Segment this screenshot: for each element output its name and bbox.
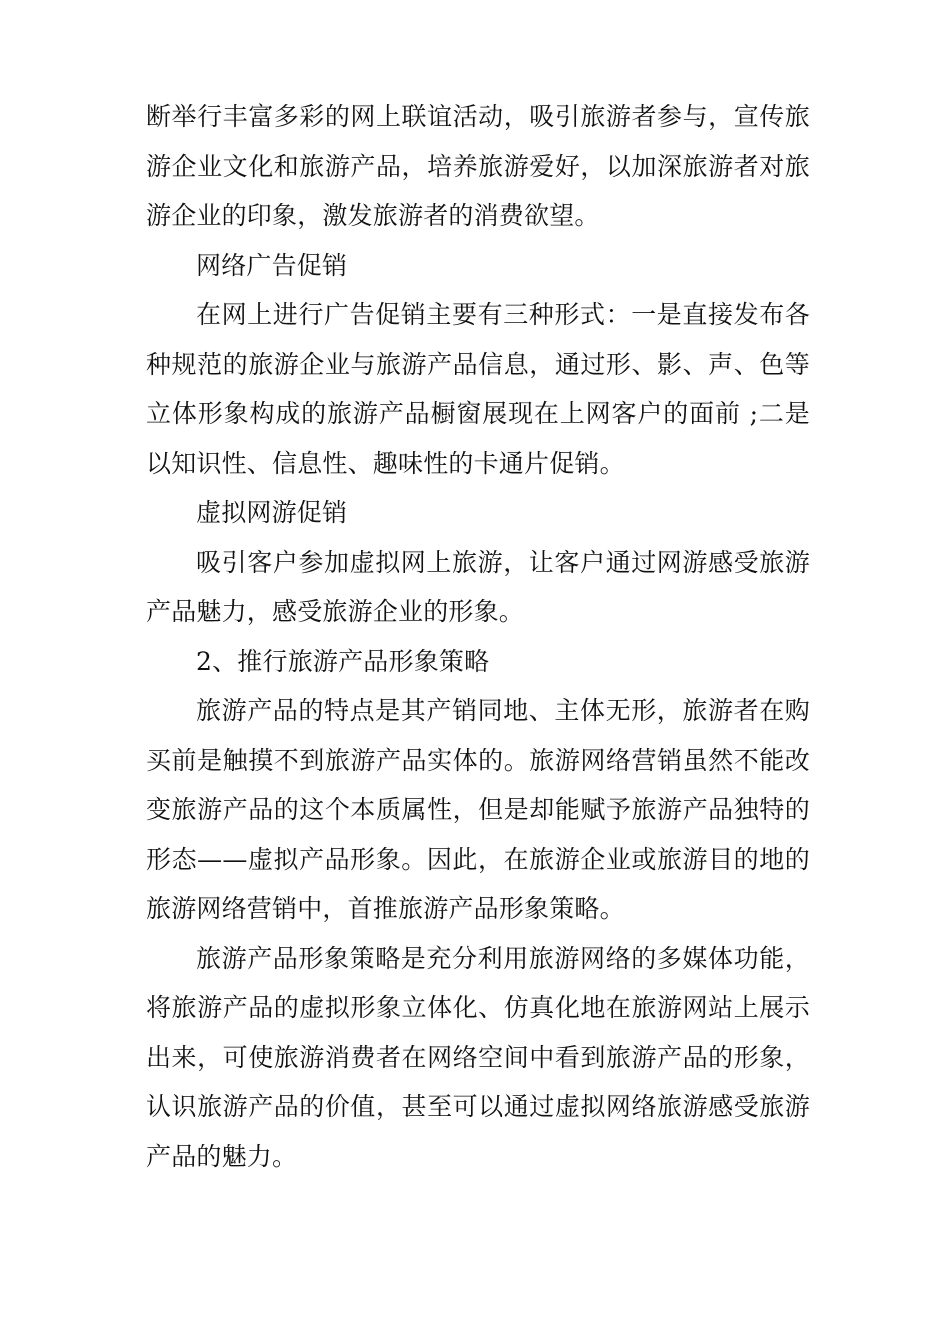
- paragraph-virtual-tour: 吸引客户参加虚拟网上旅游，让客户通过网游感受旅游产品魅力，感受旅游企业的形象。: [146, 547, 810, 626]
- heading-online-ad-promotion: 网络广告促销: [196, 250, 348, 280]
- heading-product-image-strategy: 2、推行旅游产品形象策略: [196, 646, 490, 676]
- paragraph-product-features: 旅游产品的特点是其产销同地、主体无形，旅游者在购买前是触摸不到旅游产品实体的。旅游网络营销虽然不能改变旅游产品的这个本质属性，但是却能赋予旅游产品独特的形态——虚拟产品形象。因此，在旅游企业或旅游目的地的旅游网络营销中，首推旅游产品形象策略。: [146, 696, 810, 923]
- paragraph-image-strategy: 旅游产品形象策略是充分利用旅游网络的多媒体功能，将旅游产品的虚拟形象立体化、仿真化地在旅游网站上展示出来，可使旅游消费者在网络空间中看到旅游产品的形象，认识旅游产品的价值，甚至可以通过虚拟网络旅游感受旅游产品的魅力。: [146, 943, 810, 1171]
- paragraph-ad-forms: 在网上进行广告促销主要有三种形式：一是直接发布各种规范的旅游企业与旅游产品信息，通过形、影、声、色等立体形象构成的旅游产品橱窗展现在上网客户的面前 ;二是以知识性、信息性、趣味性的卡通片促销。: [146, 300, 810, 478]
- document-page: [146, 92, 810, 1181]
- heading-virtual-tour-promotion: 虚拟网游促销: [196, 498, 348, 527]
- paragraph-continuation: 断举行丰富多彩的网上联谊活动，吸引旅游者参与，宣传旅游企业文化和旅游产品，培养旅游爱好，以加深旅游者对旅游企业的印象，激发旅游者的消费欲望。: [146, 102, 810, 230]
